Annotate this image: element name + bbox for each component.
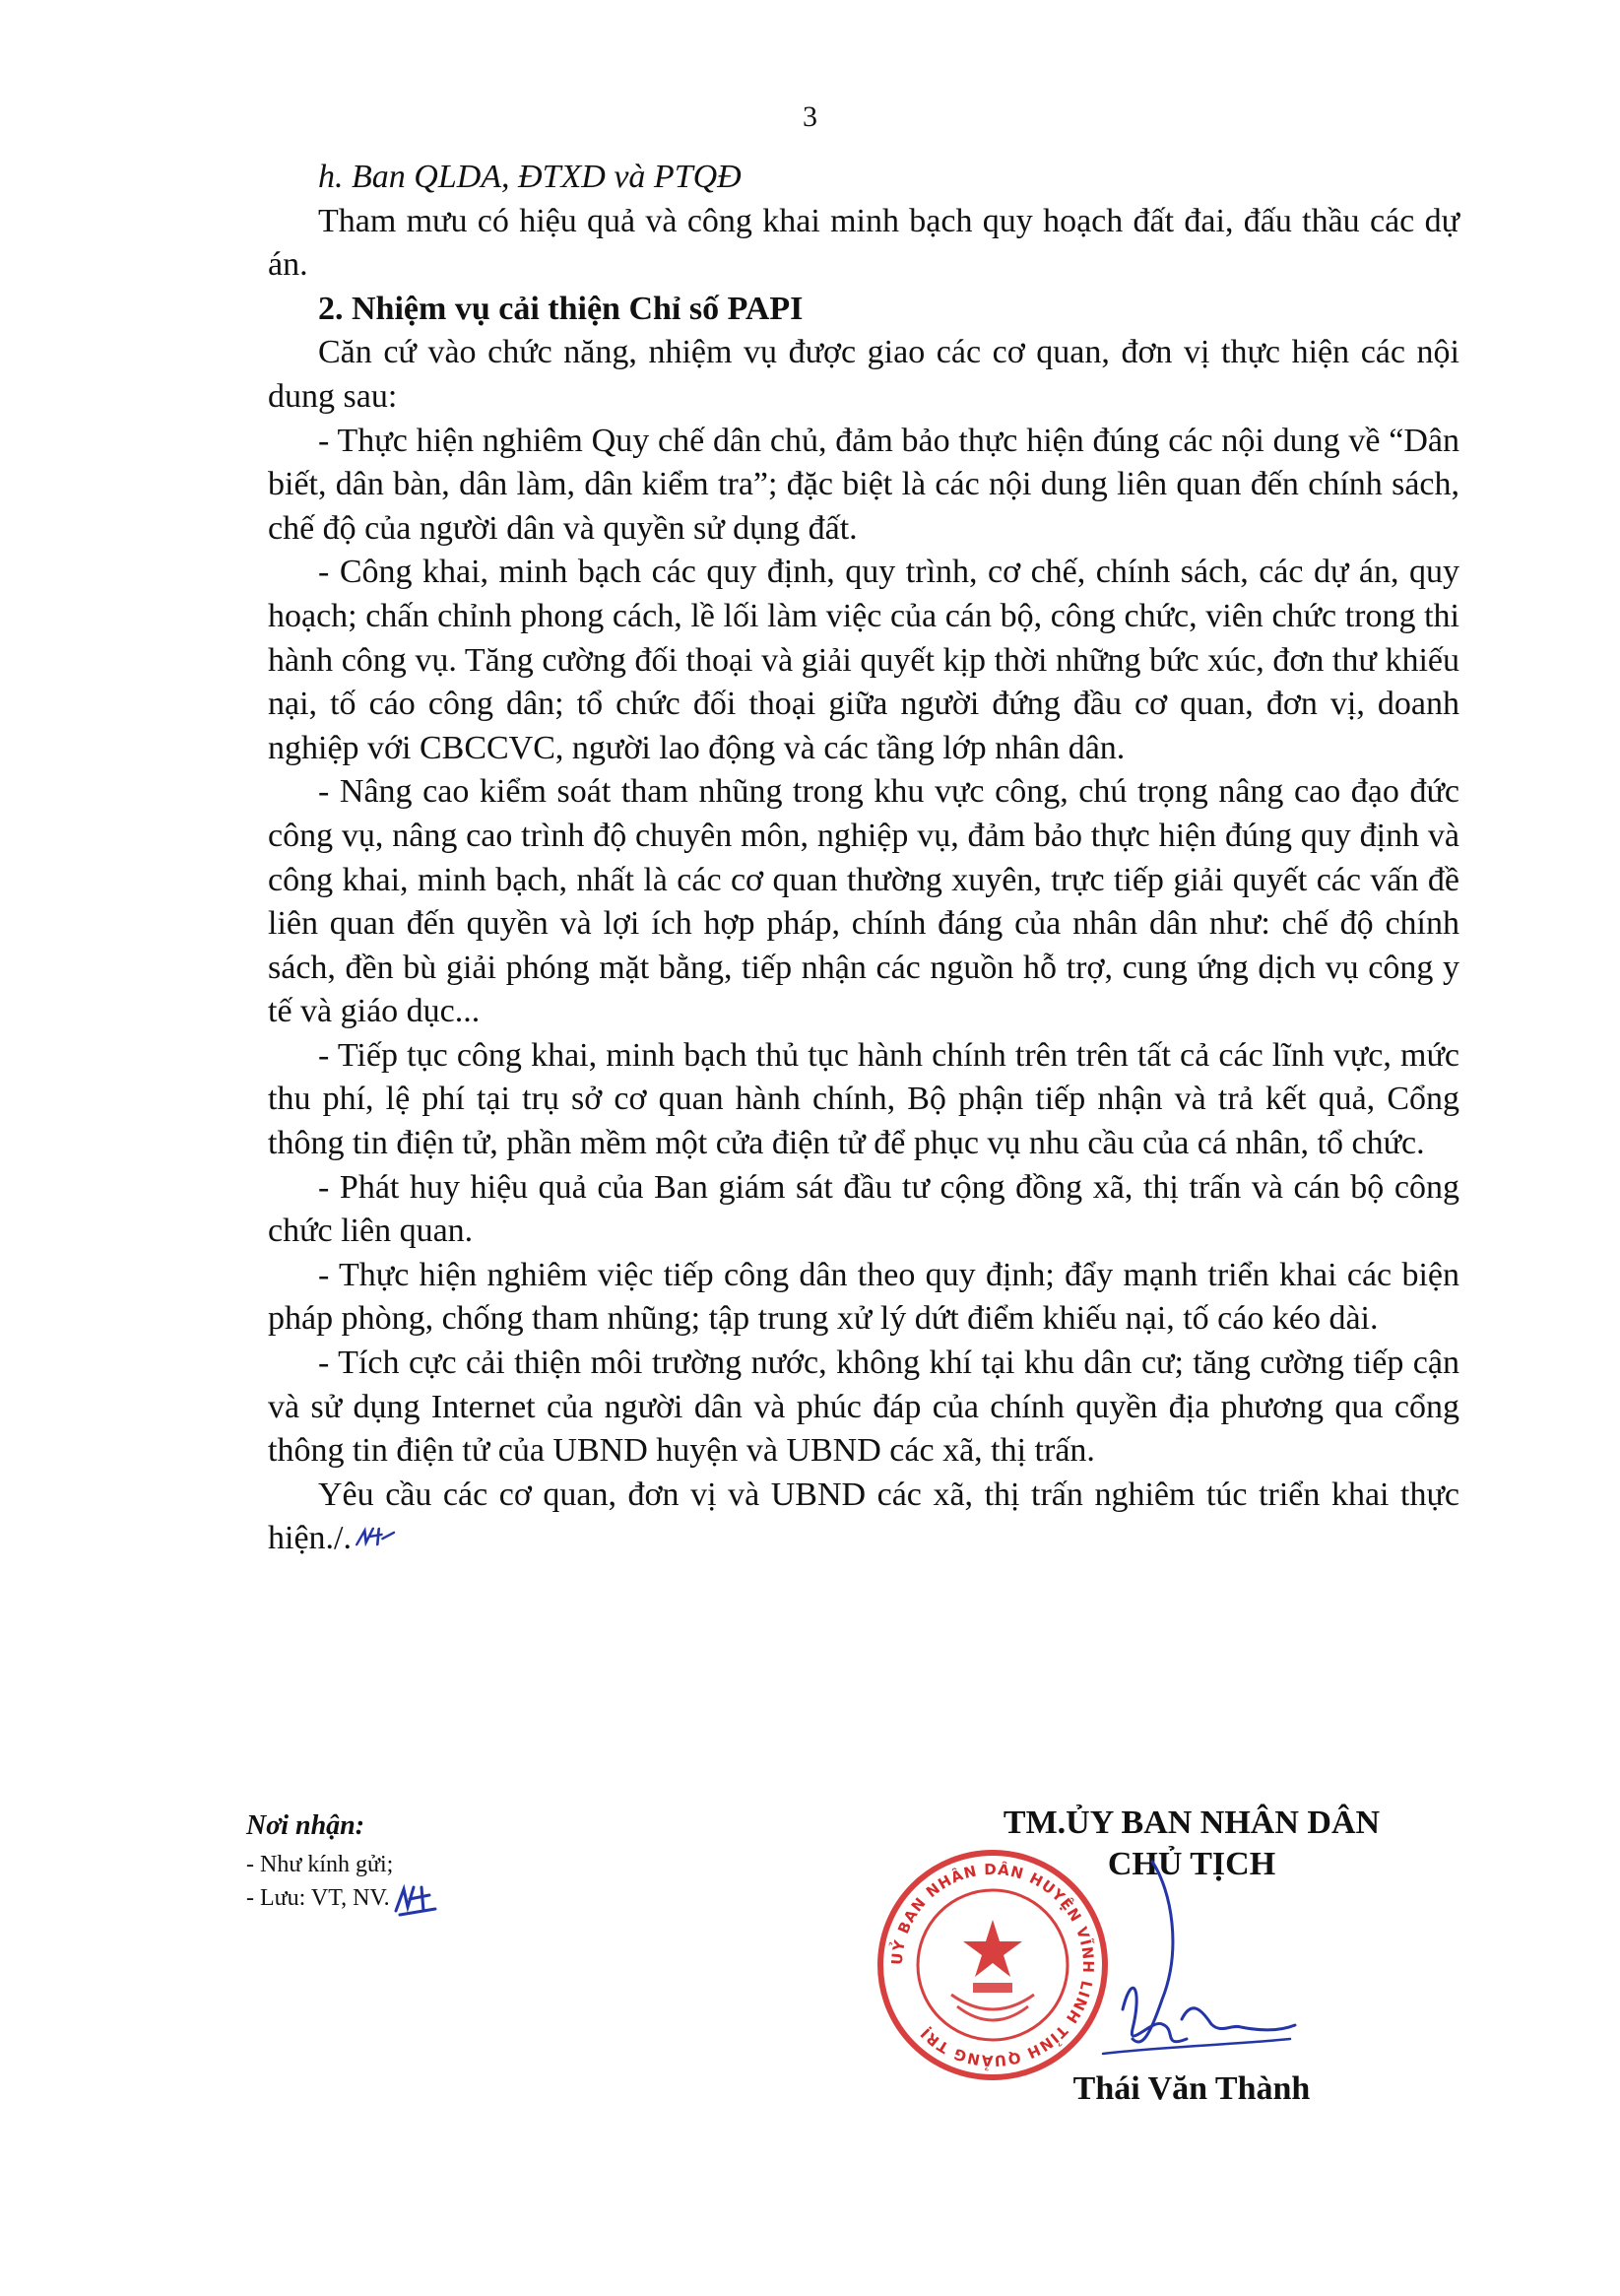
recipient-archive-text: - Lưu: VT, NV. [246, 1885, 390, 1911]
signature-org: TM.ỦY BAN NHÂN DÂN [1003, 1804, 1381, 1841]
recipients-title: Nơi nhận: [246, 1810, 365, 1841]
signature-position: CHỦ TỊCH [1107, 1846, 1276, 1882]
closing-paragraph [268, 1474, 1459, 1561]
page-number: 3 [803, 100, 817, 133]
recipient-line [246, 1881, 660, 1917]
handwritten-initials-icon [353, 1525, 399, 1548]
section-h-title: h. Ban QLDA, ĐTXD và PTQĐ [318, 159, 742, 195]
task-item-6: - Thực hiện nghiêm việc tiếp công dân theo quy định; đẩy mạnh triển khai các biện pháp phòng, chống tham nhũng; tập trung xử lý dứt điểm khiếu nại, tố cáo kéo dài. [268, 1256, 1459, 1338]
signer-name: Thái Văn Thành [1072, 2070, 1311, 2107]
task-item-4: - Tiếp tục công khai, minh bạch thủ tục hành chính trên trên tất cả các lĩnh vực, mức thu phí, lệ phí tại trụ sở cơ quan hành chính, Bộ phận tiếp nhận và trả kết quả, Cổng thông tin điện tử, phần mềm một cửa điện tử để phục vụ nhu cầu của cá nhân, tổ chức. [268, 1036, 1459, 1162]
task-item-2: - Công khai, minh bạch các quy định, quy trình, cơ chế, chính sách, các dự án, quy hoạch; chấn chỉnh phong cách, lề lối làm việc của cán bộ, công chức, viên chức trong thi hành công vụ. Tăng cường đối thoại và giải quyết kịp thời những bức xúc, đơn thư khiếu nại, tố cáo công dân; tổ chức đối thoại giữa người đứng đầu cơ quan, đơn vị, doanh nghiệp với CBCCVC, người lao động và các tầng lớp nhân dân. [268, 554, 1459, 766]
svg-text:UỶ BAN NHÂN DÂN HUYỆN VĨNH LIN: UỶ BAN NHÂN DÂN HUYỆN VĨNH LINH TỈNH QUẢNG TRỊ [887, 1860, 1098, 2070]
section-h-text: Tham mưu có hiệu quả và công khai minh bạch quy hoạch đất đai, đấu thầu các dự án. [268, 202, 1459, 284]
recipient-line: - Như kính gửi; [246, 1852, 394, 1877]
document-body [268, 156, 1459, 1561]
task-item-3: - Nâng cao kiểm soát tham nhũng trong khu vực công, chú trọng nâng cao đạo đức công vụ, nâng cao trình độ chuyên môn, nghiệp vụ, đảm bảo thực hiện đúng quy định và công khai, minh bạch, nhất là các cơ quan thường xuyên, trực tiếp giải quyết các vấn đề liên quan đến quyền và lợi ích hợp pháp, chính đáng của nhân dân như: chế độ chính sách, đền bù giải phóng mặt bằng, tiếp nhận các nguồn hỗ trợ, cung ứng dịch vụ công y tế và giáo dục... [268, 773, 1459, 1030]
task-item-1: - Thực hiện nghiêm Quy chế dân chủ, đảm bảo thực hiện đúng các nội dung về “Dân biết, dân bàn, dân làm, dân kiểm tra”; đặc biệt là các nội dung liên quan đến chính sách, chế độ của người dân và quyền sử dụng đất. [268, 422, 1459, 547]
handwritten-signature-icon [985, 1852, 1300, 2068]
closing-text: Yêu cầu các cơ quan, đơn vị và UBND các xã, thị trấn nghiêm túc triển khai thực hiện./. [268, 1476, 1459, 1557]
recipients-block [246, 1810, 660, 1917]
task-item-5: - Phát huy hiệu quả của Ban giám sát đầu tư cộng đồng xã, thị trấn và cán bộ công chức liên quan. [268, 1168, 1459, 1250]
handwritten-initials-icon [390, 1881, 443, 1917]
section-2-intro: Căn cứ vào chức năng, nhiệm vụ được giao các cơ quan, đơn vị thực hiện các nội dung sau: [268, 334, 1459, 415]
task-item-7: - Tích cực cải thiện môi trường nước, không khí tại khu dân cư; tăng cường tiếp cận và sử dụng Internet của người dân và phúc đáp của chính quyền địa phương qua cổng thông tin điện tử của UBND huyện và UBND các xã, thị trấn. [268, 1345, 1459, 1470]
section-2-title: 2. Nhiệm vụ cải thiện Chỉ số PAPI [318, 290, 804, 327]
